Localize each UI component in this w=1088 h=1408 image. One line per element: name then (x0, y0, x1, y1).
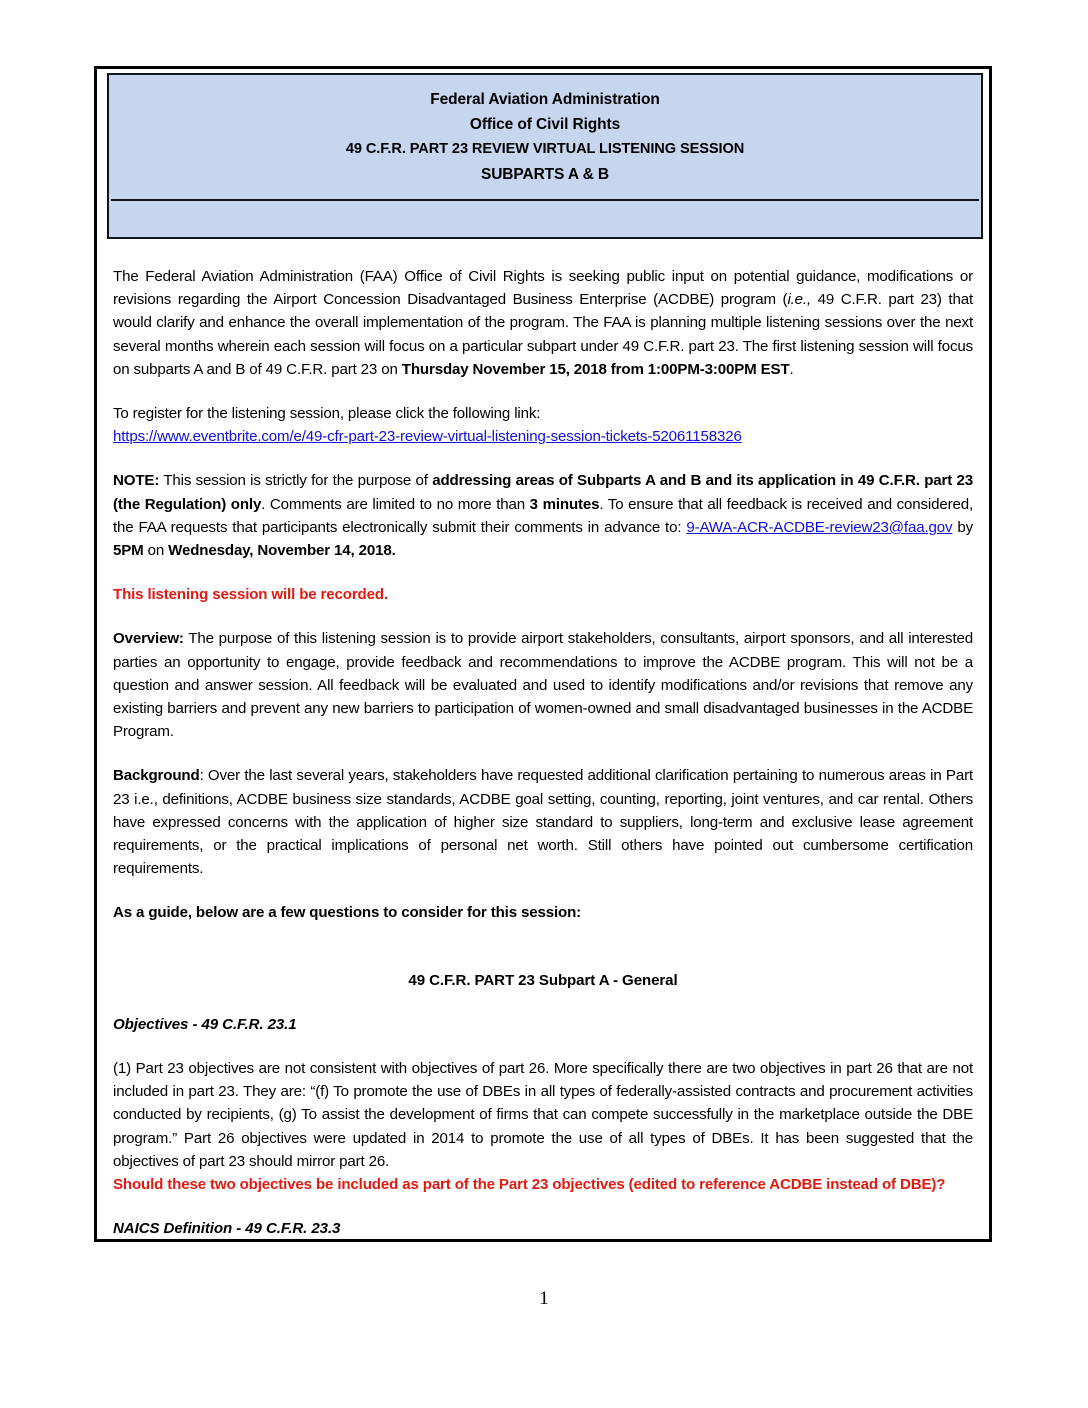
overview-label: Overview: (113, 630, 184, 648)
eventbrite-registration-link[interactable]: https://www.eventbrite.com/e/49-cfr-part-23-review-virtual-listening-session-tickets-52061158326 (113, 428, 742, 446)
background-text: : Over the last several years, stakeholders have requested additional clarification pertaining to numerous areas in Part 23 i.e., definitions, ACDBE business size standards, ACDBE goal setting, counting, reporting, joint ventures, and car rental. Others have expressed concerns with the application of higher size standard to suppliers, long-term and exclusive lease agreement requirements, or the practical implications of personal net worth. Still others have pointed out cumbersome certification requirements. (113, 767, 973, 878)
intro-paragraph (113, 265, 973, 381)
guide-line-text: As a guide, below are a few questions to consider for this session: (113, 904, 582, 922)
layout-spacer (113, 946, 973, 969)
section-question-objectives: Should these two objectives be included as part of the Part 23 objectives (edited to reference ACDBE instead of DBE)? (113, 1176, 946, 1194)
register-link-paragraph (113, 425, 973, 448)
intro-ie: i.e., (787, 291, 812, 309)
header-line-session: 49 C.F.R. PART 23 REVIEW VIRTUAL LISTENING SESSION (345, 141, 745, 157)
header-title-cell (111, 77, 979, 201)
overview-text: The purpose of this listening session is to provide airport stakeholders, consultants, airport sponsors, and all interested parties an opportunity to engage, provide feedback and recommendations to improve the ACDBE program. This will not be a question and answer session. All feedback will be evaluated and used to identify modifications and/or revisions that remove any existing barriers and prevent any new barriers to participation of women-owned and small disadvantaged businesses in the ACDBE Program. (113, 630, 973, 741)
note-text-4: by (952, 518, 973, 536)
background-label: Background (113, 767, 200, 785)
intro-text-1: The Federal Aviation Administration (FAA) Office of Civil Rights is seeking public input on potential guidance, modifications or revisions regarding the Airport Concession Disadvantaged Business Enterprise (ACDBE) program ( (113, 268, 973, 309)
note-bold-1: addressing areas of Subparts A and B and its application in 49 C.F.R. part 23 (the Regulation) only (113, 472, 973, 513)
subpart-a-heading: 49 C.F.R. PART 23 Subpart A - General (408, 971, 678, 989)
intro-date: Thursday November 15, 2018 from 1:00PM-3:00PM EST (401, 360, 790, 378)
page-content (97, 69, 989, 1242)
register-lead: To register for the listening session, please click the following link: (113, 405, 541, 423)
recording-notice: This listening session will be recorded. (113, 586, 388, 604)
note-paragraph (113, 469, 973, 562)
intro-text-2: 49 C.F.R. part 23) that would clarify and enhance the overall implementation of the program. The FAA is planning multiple listening sessions over the next several months wherein each session will focus on a particular subpart under 49 C.F.R. part 23. The first listening session will focus on subparts A and B of 49 C.F.R. part 23 on (113, 291, 974, 378)
page-number: 1 (539, 1288, 549, 1309)
note-label: NOTE: (113, 472, 160, 490)
section-heading-objectives: Objectives - 49 C.F.R. 23.1 (113, 1015, 297, 1033)
note-text-3: . To ensure that all feedback is received and considered, the FAA requests that participants electronically submit their comments in advance to: (113, 495, 973, 536)
background-paragraph (113, 764, 973, 880)
header-line-office: Office of Civil Rights (469, 116, 621, 133)
note-bold-3: 5PM (113, 542, 144, 560)
acdbe-review-email-link[interactable]: 9-AWA-ACR-ACDBE-review23@faa.gov (686, 518, 953, 536)
intro-text-3: . (789, 360, 794, 378)
note-text-1: This session is strictly for the purpose of (159, 472, 433, 490)
section-body-objectives: (1) Part 23 objectives are not consistent with objectives of part 26. More specifically there are two objectives in part 26 that are not included in part 23. They are: “(f) To promote the use of DBEs in all types of federally-assisted contracts and procurement activities conducted by recipients, (g) To assist the development of firms that can compete successfully in the marketplace outside the DBE program.” Part 26 objectives were updated in 2014 to promote the use of all types of DBEs. It has been suggested that the objectives of part 23 should mirror part 26. (113, 1060, 973, 1170)
note-bold-4: Wednesday, November 14, 2018. (168, 542, 396, 560)
note-text-2: . Comments are limited to no more than (261, 495, 530, 513)
header-blank-cell (111, 203, 979, 235)
header-line-subparts: SUBPARTS A & B (480, 166, 610, 183)
document-body (105, 265, 983, 1242)
page-border-frame (94, 66, 992, 1242)
document-header-table (107, 73, 983, 239)
overview-paragraph (113, 627, 973, 743)
note-text-5: on (143, 542, 169, 560)
section-heading-naics: NAICS Definition - 49 C.F.R. 23.3 (113, 1220, 341, 1238)
note-bold-2: 3 minutes (529, 495, 600, 513)
header-line-agency: Federal Aviation Administration (430, 91, 660, 108)
guide-line (113, 901, 973, 924)
